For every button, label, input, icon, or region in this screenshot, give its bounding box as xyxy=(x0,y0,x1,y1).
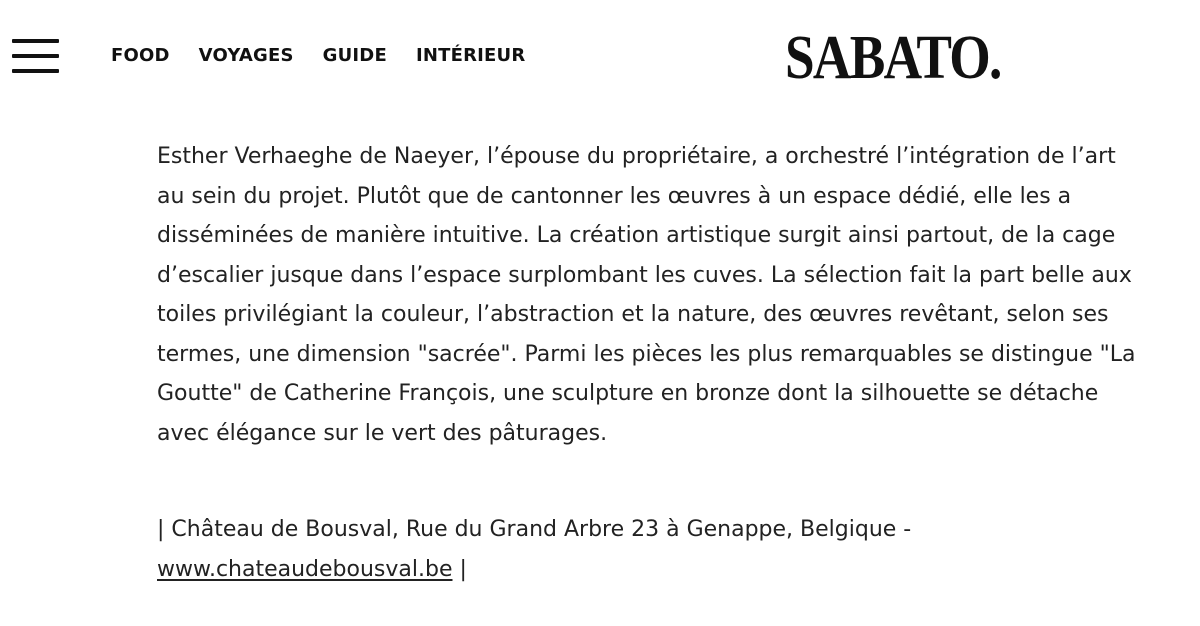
credit-prefix: | Château de Bousval, Rue du Grand Arbre 23 à Genappe, Belgique - xyxy=(157,517,912,542)
article-paragraph: Esther Verhaeghe de Naeyer, l’épouse du propriétaire, a orchestré l’intégration de l’art au sein du projet. Plutôt que de cantonner les œuvres à un espace dédié, elle les a disséminées de manière intuitive. La création artistique surgit ainsi partout, de la cage d’escalier jusque dans l’espace surplombant les cuves. La sélection fait la part belle aux toiles privilégiant la couleur, l’abstraction et la nature, des œuvres revêtant, selon ses termes, une dimension "sacrée". Parmi les pièces les plus remarquables se distingue "La Goutte" de Catherine François, une sculpture en bronze dont la silhouette se détache avec élégance sur le vert des pâturages. xyxy=(157,144,1136,446)
article-body xyxy=(157,137,1147,453)
nav-link-food[interactable]: FOOD xyxy=(111,45,170,66)
menu-line-top xyxy=(12,39,59,43)
chateau-website-link[interactable]: www.chateaudebousval.be xyxy=(157,556,453,582)
nav-link-interieur[interactable]: INTÉRIEUR xyxy=(415,45,526,66)
menu-line-middle xyxy=(12,54,59,58)
article-credit xyxy=(157,510,1147,589)
site-logo[interactable]: SABATO. xyxy=(785,24,1001,92)
main-navigation xyxy=(111,44,525,68)
site-header xyxy=(0,0,1200,112)
hamburger-menu-icon[interactable] xyxy=(12,38,60,76)
menu-line-bottom xyxy=(12,69,59,73)
credit-suffix: | xyxy=(452,556,467,582)
nav-link-voyages[interactable]: VOYAGES xyxy=(198,45,294,66)
nav-link-guide[interactable]: GUIDE xyxy=(322,45,387,66)
